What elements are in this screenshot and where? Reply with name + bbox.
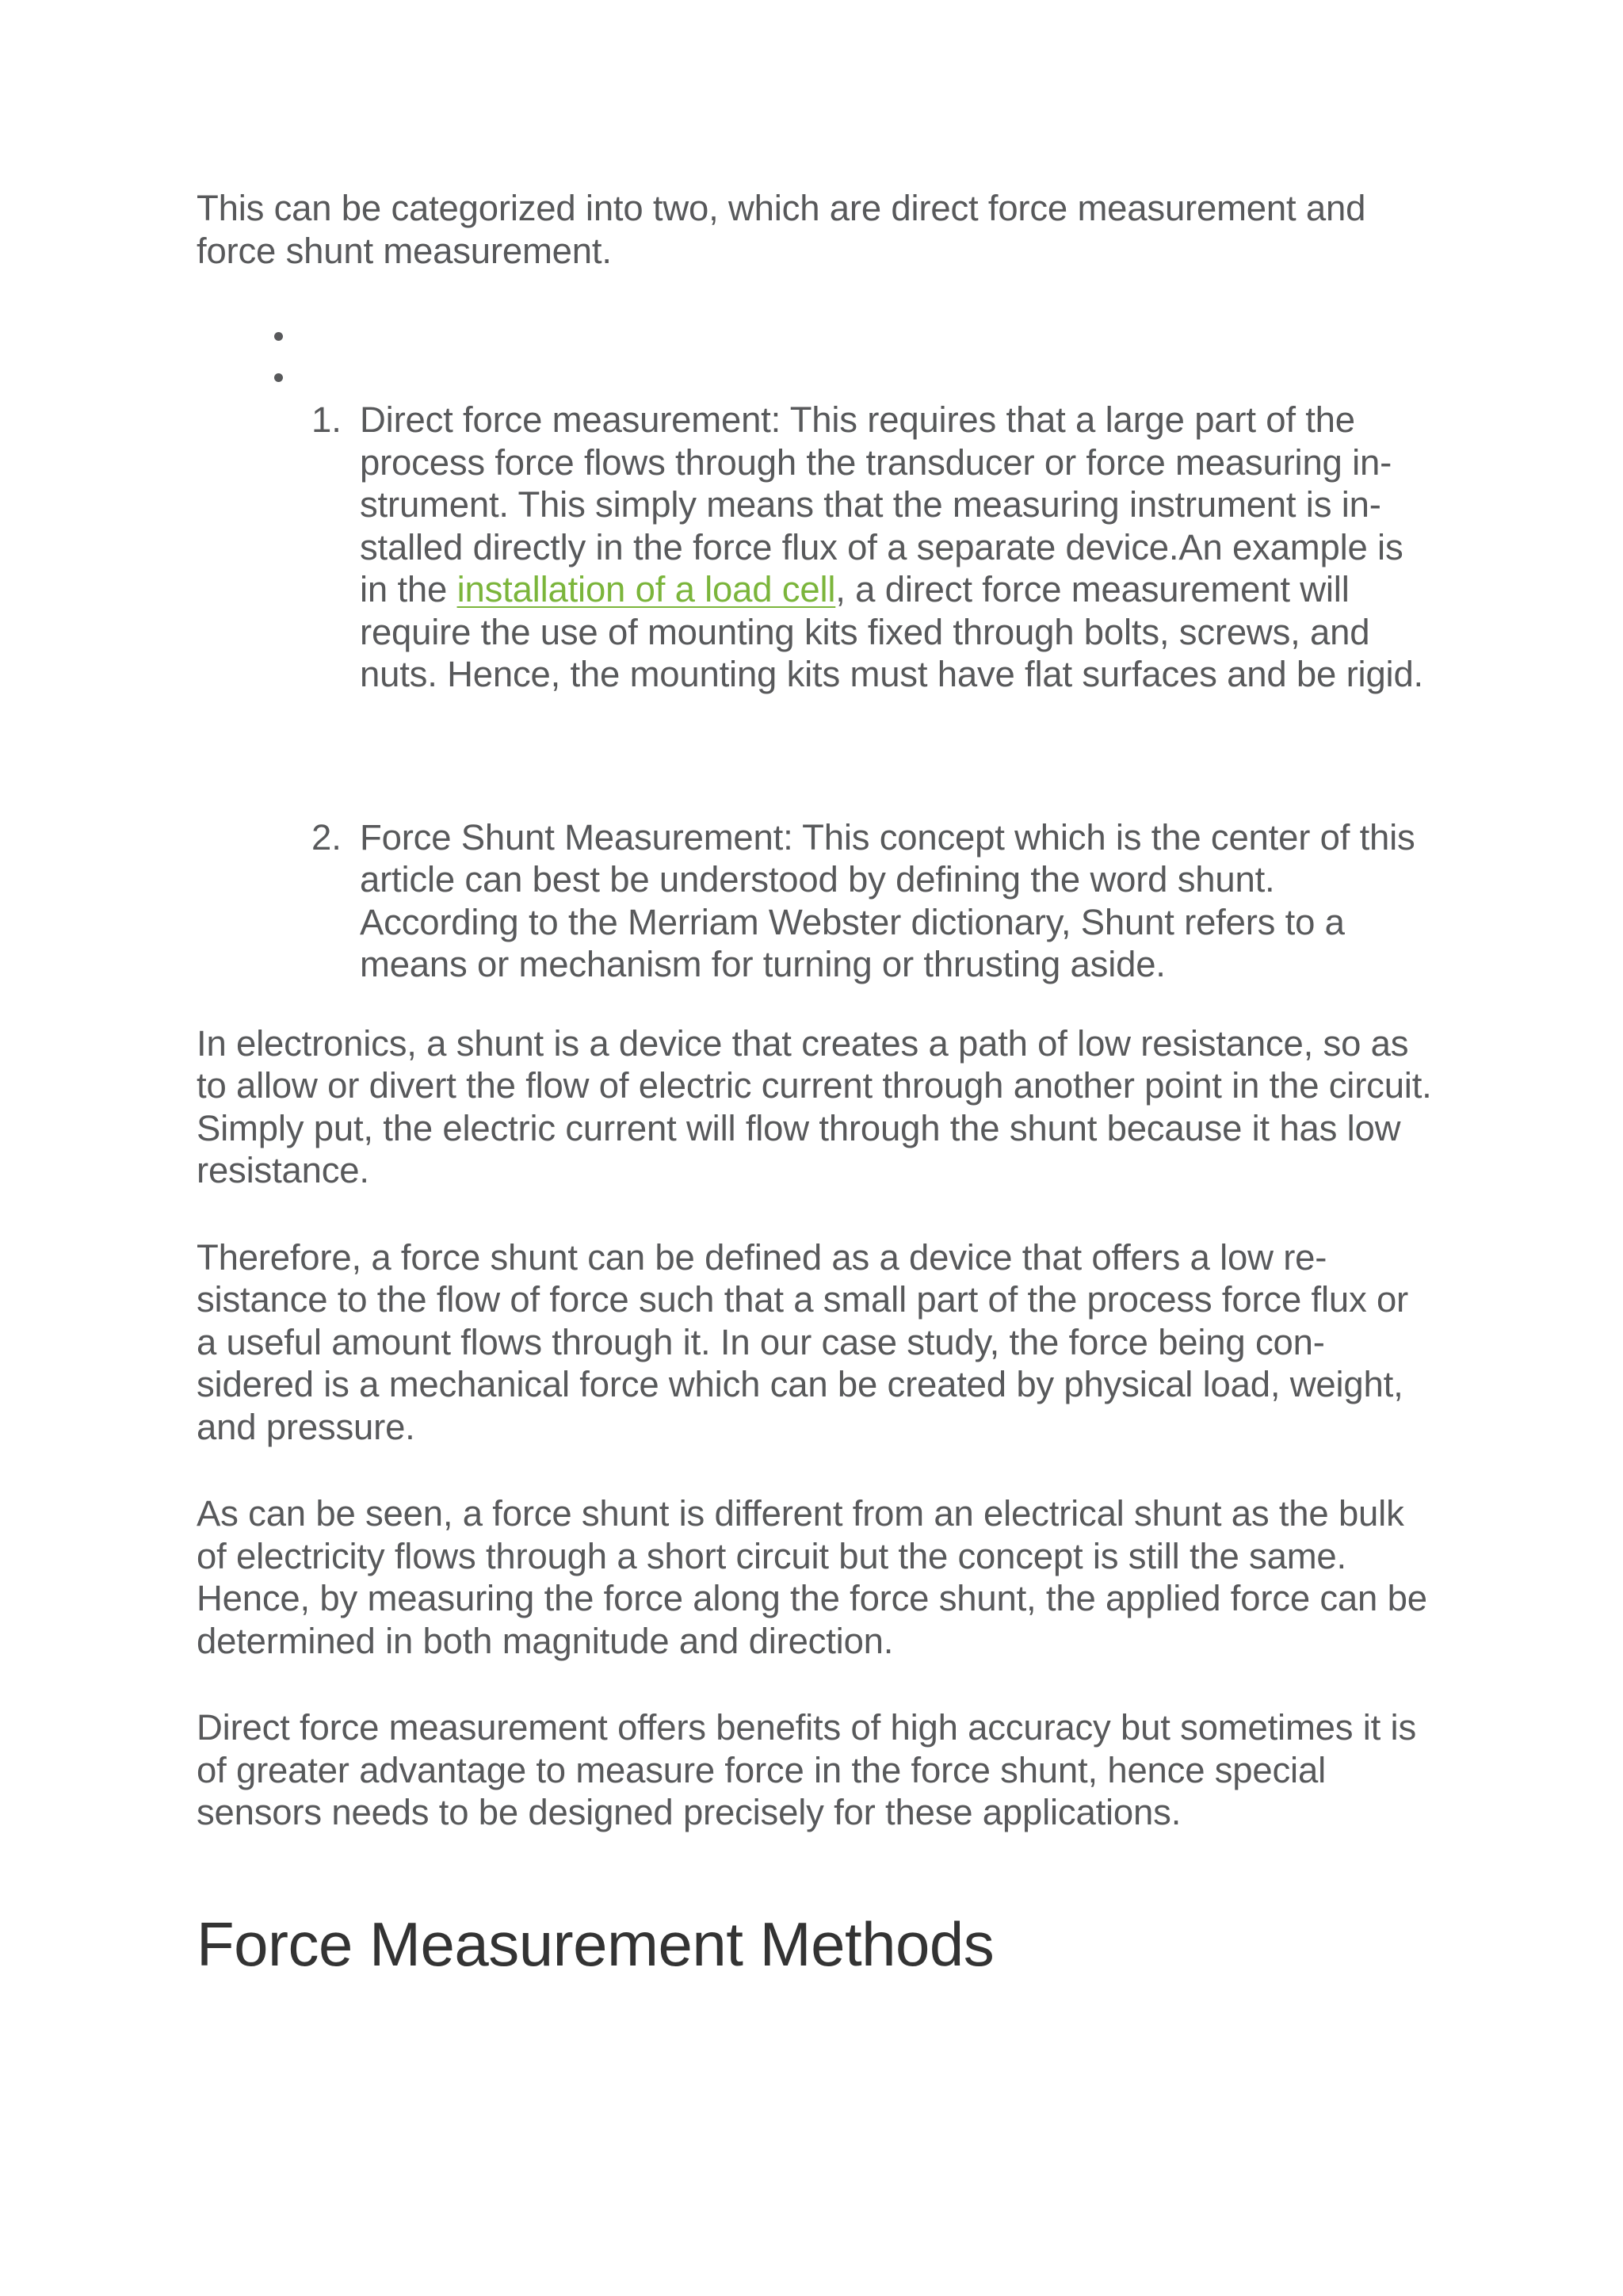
document-page <box>197 187 1433 1980</box>
bullet-dot-icon <box>274 332 283 341</box>
bullet-list <box>197 316 1433 399</box>
load-cell-installation-link[interactable]: installation of a load cell <box>456 569 836 609</box>
force-vs-electrical-shunt-paragraph: As can be seen, a force shunt is different from an electrical shunt as the bulk of electricity flows through a short circuit but the concept is still the same. Hence, by measuring the force along the force shunt, the applied force can be determined in both magnitude and direction. <box>197 1493 1427 1661</box>
list-item-text <box>360 399 1433 696</box>
electronics-shunt-paragraph: In electronics, a shunt is a device that creates a path of low resistance, so as to allow or divert the flow of electric current through another point in the circuit. Simply put, the electric current will flow through the shunt because it has low resistance. <box>197 1022 1432 1190</box>
bullet-dot-icon <box>274 373 283 382</box>
bullet-item <box>197 316 1433 357</box>
list-item-text: Force Shunt Measurement: This concept which is the center of this article can best be understood by defining the word shunt. According to the Merriam Webster dictionary, Shunt refers to a means or mechanism for turning or thrusting aside. <box>360 816 1415 984</box>
list-number: 2. <box>311 816 342 858</box>
force-shunt-definition-paragraph: Therefore, a force shunt can be defined as a device that offers a low re-sistance to the flow of force such that a small part of the process force flux or a useful amount flows through it. In our case study, the force being con-sidered is a mechanical force which can be created by physical load, weight, and pressure. <box>197 1236 1409 1447</box>
list-item-direct-force <box>197 399 1433 696</box>
list-item-force-shunt <box>197 816 1433 986</box>
direct-force-benefits-paragraph: Direct force measurement offers benefits of high accuracy but sometimes it is of greater advantage to measure force in the force shunt, hence special sensors needs to be designed precisely for these applications. <box>197 1707 1416 1832</box>
list-item-text-after-link: , a direct force measurement will require the use of mounting kits fixed through bolts, screws, and nuts. Hence, the mounting kits must have flat surfaces and be rigid. <box>360 569 1424 694</box>
bullet-item <box>197 357 1433 399</box>
list-number: 1. <box>311 399 342 440</box>
list-item-text-before-link: Direct force measurement: This requires that a large part of the process force flows through the transducer or force measuring in-strument. This simply means that the measuring instrument is in-stalled directly in the force flux of a separate device.An example is in the <box>360 399 1403 609</box>
intro-paragraph: This can be categorized into two, which are direct force measurement and force shunt measurement. <box>197 188 1366 271</box>
section-heading: Force Measurement Methods <box>197 1908 995 1979</box>
